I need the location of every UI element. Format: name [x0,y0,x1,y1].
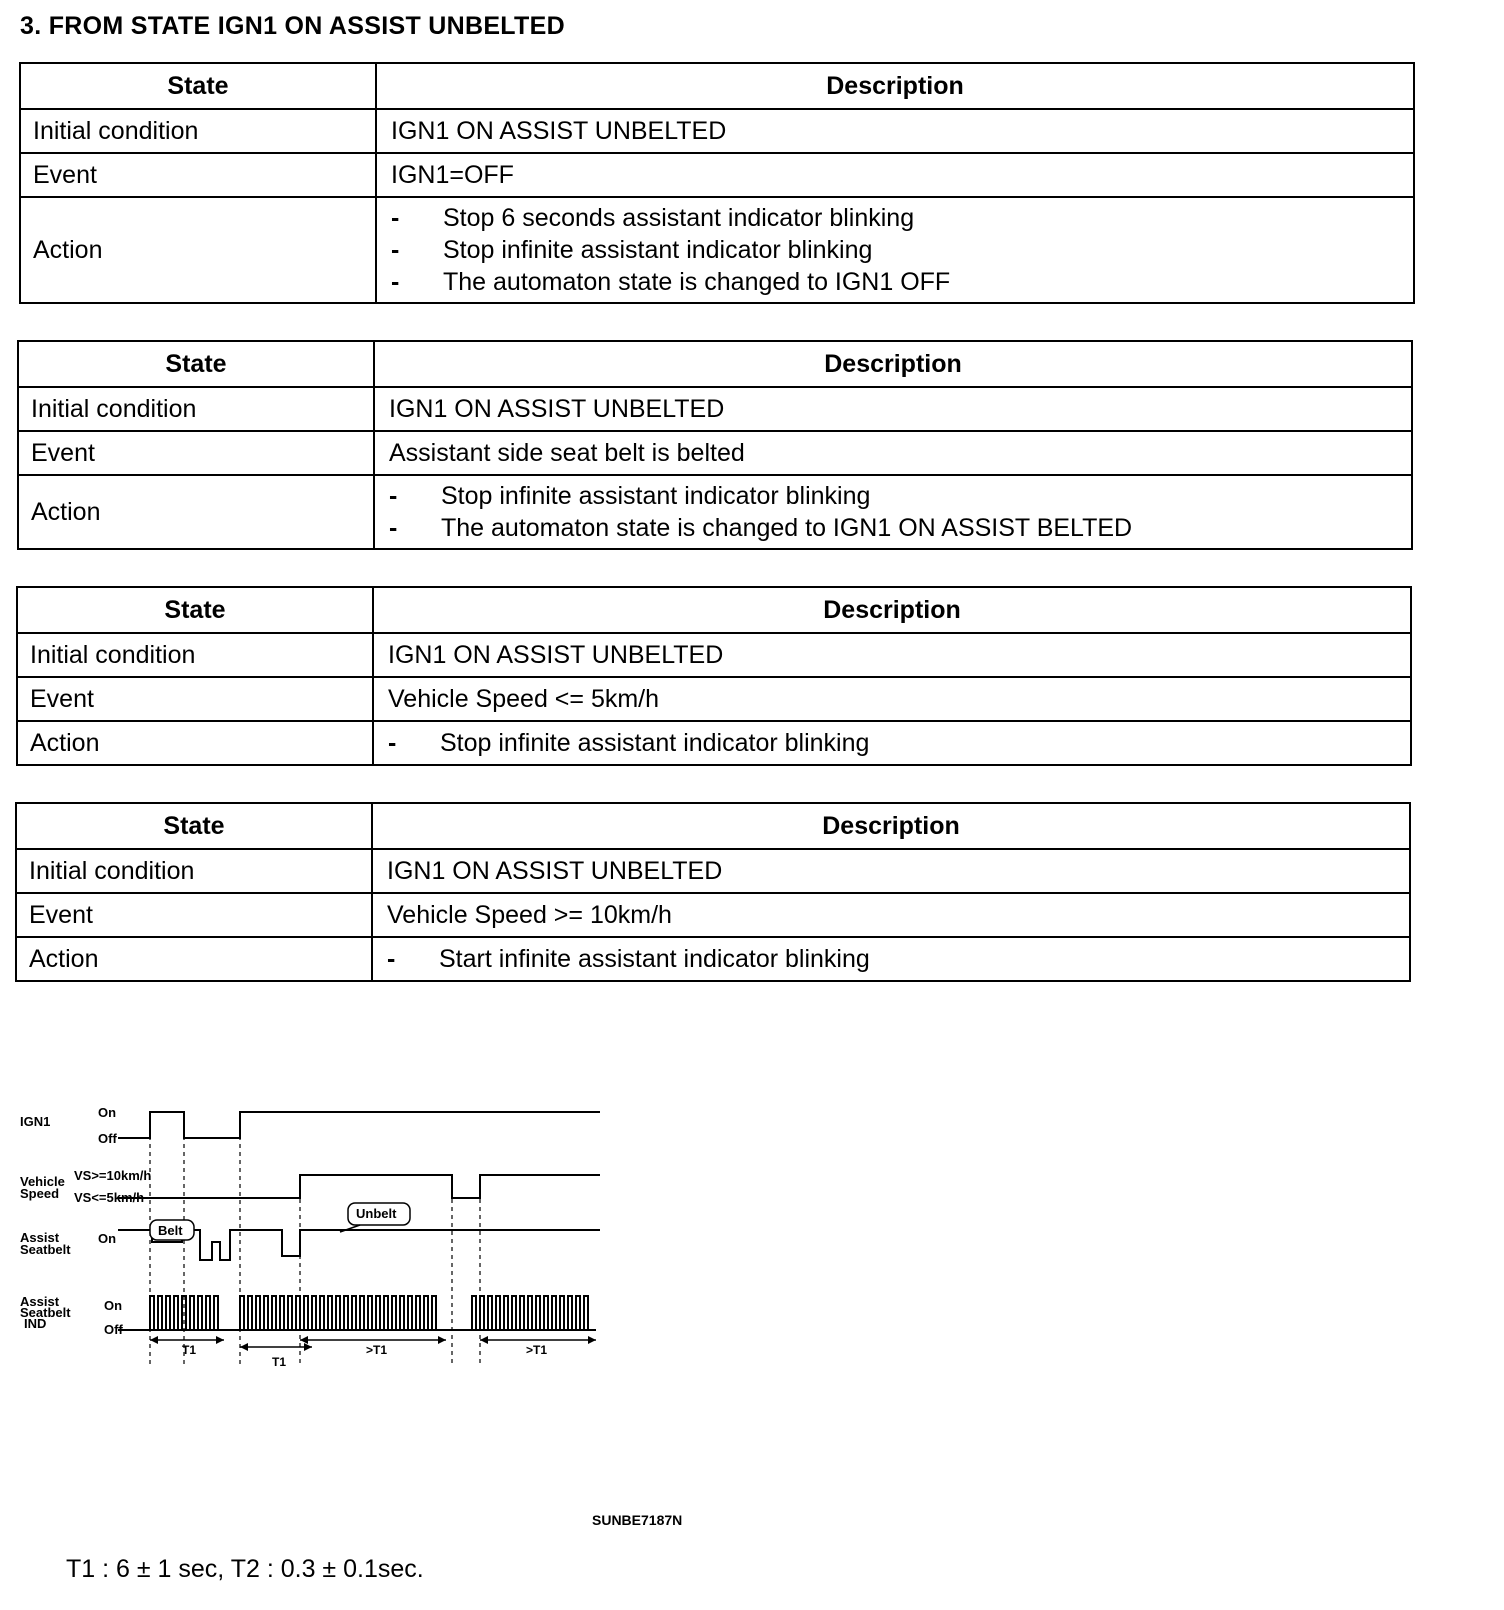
ind-label-1: Assist [20,1294,60,1309]
initial-condition-value: IGN1 ON ASSIST UNBELTED [372,849,1410,893]
action-list [388,723,1398,763]
action-item: - The automaton state is changed to IGN1 ON ASSIST BELTED [389,512,1399,544]
section-heading: 3. FROM STATE IGN1 ON ASSIST UNBELTED [20,12,565,40]
assist-seatbelt-label-1: Assist [20,1230,60,1245]
event-label: Event [17,677,373,721]
speed-label: Speed [20,1186,60,1201]
t1-label: T1 [272,1355,287,1369]
action-list [389,476,1399,548]
ind-label-3: IND [24,1316,47,1331]
state-table-3 [16,586,1412,766]
header-state: State [17,587,373,633]
unbelt-callout: Unbelt [356,1206,397,1221]
vs-low-label: VS<=5km/h [74,1190,145,1205]
initial-condition-value: IGN1 ON ASSIST UNBELTED [376,109,1414,153]
action-item: - Stop 6 seconds assistant indicator blinking [391,202,1401,234]
initial-condition-label: Initial condition [18,387,374,431]
action-list [391,198,1401,302]
ign1-off-label: Off [98,1131,117,1146]
indicator-pulses [150,1296,592,1330]
action-label: Action [18,475,374,549]
action-list-cell [376,197,1414,303]
gt-t1-label: >T1 [526,1343,548,1357]
vehicle-speed-waveform [118,1175,600,1198]
arrow-head [216,1336,224,1344]
action-list-cell [373,721,1411,765]
initial-condition-value: IGN1 ON ASSIST UNBELTED [373,633,1411,677]
event-value: Vehicle Speed <= 5km/h [373,677,1411,721]
header-description: Description [373,587,1411,633]
initial-condition-label: Initial condition [16,849,372,893]
ign1-on-label: On [98,1105,117,1120]
header-state: State [16,803,372,849]
action-list-cell [374,475,1412,549]
footnote: T1 : 6 ± 1 sec, T2 : 0.3 ± 0.1sec. [66,1555,424,1583]
state-table-1 [19,62,1415,304]
event-value: IGN1=OFF [376,153,1414,197]
ign1-label: IGN1 [20,1114,51,1129]
event-label: Event [18,431,374,475]
arrow-head [304,1343,312,1351]
ind-off-label: Off [104,1322,123,1337]
initial-condition-label: Initial condition [17,633,373,677]
action-label: Action [20,197,376,303]
action-item: - Stop infinite assistant indicator blinking [389,480,1399,512]
belt-callout: Belt [158,1223,183,1238]
ign1-waveform [118,1112,600,1138]
ind-on-label: On [104,1298,123,1313]
arrow-head [438,1336,446,1344]
action-list [387,939,1397,979]
header-state: State [20,63,376,109]
action-list-cell [372,937,1410,981]
ind-label-2: Seatbelt [20,1305,71,1320]
event-label: Event [20,153,376,197]
event-value: Assistant side seat belt is belted [374,431,1412,475]
arrow-head [150,1336,158,1344]
event-value: Vehicle Speed >= 10km/h [372,893,1410,937]
seatbelt-on-label: On [98,1231,117,1246]
state-table-4 [15,802,1411,982]
header-description: Description [376,63,1414,109]
action-item: - Start infinite assistant indicator blinking [387,943,1397,975]
timing-diagram [0,1090,640,1410]
event-label: Event [16,893,372,937]
action-item: - Stop infinite assistant indicator blinking [388,727,1398,759]
vs-high-label: VS>=10km/h [74,1168,152,1183]
action-label: Action [16,937,372,981]
indicator-pulse-train [240,1296,440,1330]
initial-condition-label: Initial condition [20,109,376,153]
vehicle-label: Vehicle [20,1174,65,1189]
initial-condition-value: IGN1 ON ASSIST UNBELTED [374,387,1412,431]
arrow-head [588,1336,596,1344]
assist-seatbelt-label-2: Seatbelt [20,1242,71,1257]
action-item: - The automaton state is changed to IGN1 OFF [391,266,1401,298]
arrow-head [300,1336,308,1344]
arrow-head [240,1343,248,1351]
header-state: State [18,341,374,387]
gt-t1-label: >T1 [366,1343,388,1357]
figure-code: SUNBE7187N [592,1512,683,1528]
header-description: Description [372,803,1410,849]
t1-label: T1 [182,1343,197,1357]
action-label: Action [17,721,373,765]
arrow-head [480,1336,488,1344]
indicator-pulse-train [150,1296,222,1330]
action-item: - Stop infinite assistant indicator blinking [391,234,1401,266]
indicator-pulse-train [472,1296,592,1330]
state-table-2 [17,340,1413,550]
header-description: Description [374,341,1412,387]
